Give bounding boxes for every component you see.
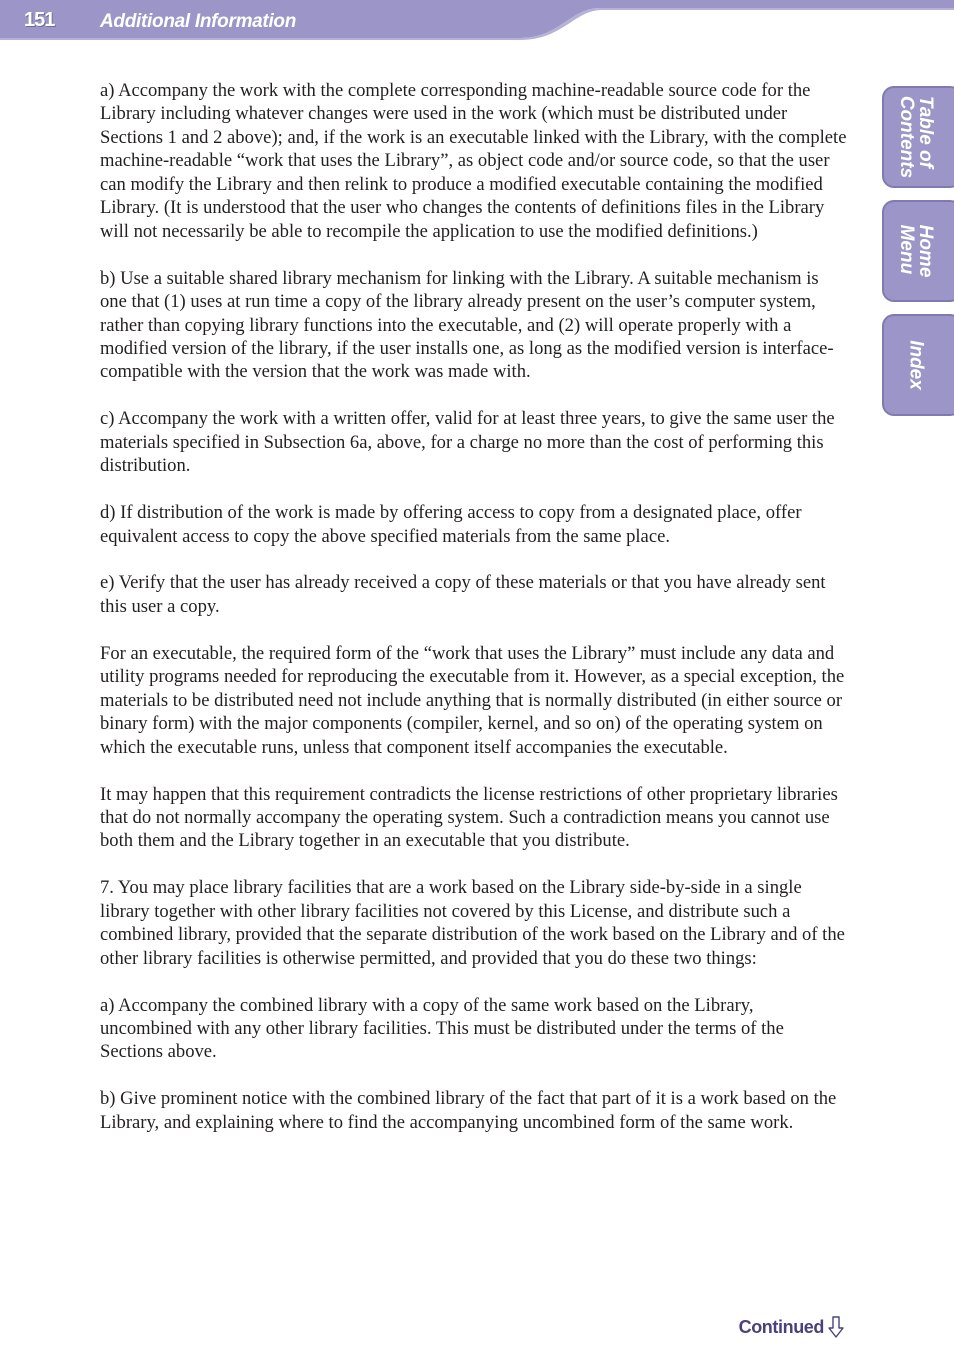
tab-home-menu-label: Home Menu (896, 224, 936, 278)
paragraph: b) Give prominent notice with the combined library of the fact that part of it is a work based on the Library, and explaining where to find the accompanying uncombined form of the same work. (100, 1088, 837, 1133)
page-number: 151 (24, 9, 55, 31)
body-text (100, 79, 850, 1158)
page-header (0, 0, 954, 40)
section-title: Additional Information (100, 11, 297, 32)
paragraph: For an executable, the required form of the “work that uses the Library” must include any data and utility programs needed for reproducing the executable from it. However, as a special exception, the materials to be distributed need not include anything that is normally distributed (in either source or binary form) with the major components (compiler, kernel, and so on) of the operating system on which the executable runs, unless that component itself accompanies the executable. (100, 642, 845, 758)
paragraph: a) Accompany the work with the complete corresponding machine-readable source code for the Library including whatever changes were used in the work (which must be distributed under Sections 1 and 2 above); and, if the work is an executable linked with the Library, with the complete machine-readable “work that uses the Library”, as object code and/or source code, so that the user can modify the Library and then relink to produce a modified executable containing the modified Library. (It is understood that the user who changes the contents of definitions files in the Library will not necessarily be able to recompile the application to use the modified definitions.) (100, 80, 847, 242)
paragraph: d) If distribution of the work is made by offering access to copy from a designated place, offer equivalent access to copy the above specified materials from the same place. (100, 502, 802, 547)
tab-table-of-contents-label: Table of Contents (896, 95, 936, 179)
arrow-down-icon (828, 1316, 844, 1338)
paragraph: e) Verify that the user has already received a copy of these materials or that you have already sent this user a copy. (100, 572, 826, 617)
paragraph: b) Use a suitable shared library mechanism for linking with the Library. A suitable mechanism is one that (1) uses at run time a copy of the library already present on the user’s computer system, rather than copying library functions into the executable, and (2) will operate properly with a modified version of the library, if the user installs one, as long as the modified version is interface-compatible with the version that the work was made with. (100, 267, 834, 383)
continued-label: Continued (738, 1316, 824, 1337)
tab-index[interactable] (882, 314, 954, 416)
tab-table-of-contents[interactable] (882, 86, 954, 188)
continued-link[interactable] (739, 1316, 844, 1338)
paragraph: c) Accompany the work with a written offer, valid for at least three years, to give the same user the materials specified in Subsection 6a, above, for a charge no more than the cost of performing this distribution. (100, 408, 835, 477)
paragraph: a) Accompany the combined library with a copy of the same work based on the Library, uncombined with any other library facilities. This must be distributed under the terms of the Sections above. (100, 994, 784, 1063)
paragraph: 7. You may place library facilities that are a work based on the Library side-by-side in a single library together with other library facilities not covered by this License, and distribute such a combined library, provided that the separate distribution of the work based on the Library and of the other library facilities is otherwise permitted, and provided that you do these two things: (100, 877, 845, 969)
tab-index-label: Index (905, 340, 927, 390)
tab-home-menu[interactable] (882, 200, 954, 302)
paragraph: It may happen that this requirement contradicts the license restrictions of other proprietary libraries that do not normally accompany the operating system. Such a contradiction means you cannot use both them and the Library together in an executable that you distribute. (100, 783, 838, 852)
